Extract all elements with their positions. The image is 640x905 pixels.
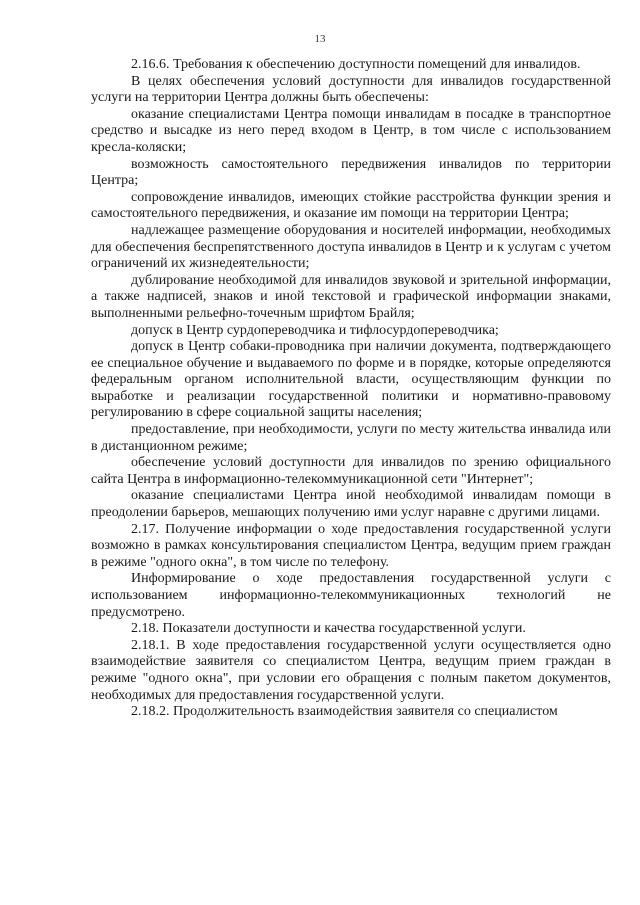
paragraph-list-item: дублирование необходимой для инвалидов звуковой и зрительной информации, а также надписей, знаков и иной текстовой и графической информации знаками, выполненными рельефно-точечным шрифтом Брайля; [91,272,611,321]
paragraph-informing: Информирование о ходе предоставления государственной услуги с использованием информационно-телекоммуникационных технологий не предусмотрено. [91,571,611,620]
paragraph-conditions-intro: В целях обеспечения условий доступности для инвалидов государственной услуги на территории Центра должны быть обеспечены: [91,73,611,106]
paragraph-2-18-2: 2.18.2. Продолжительность взаимодействия заявителя со специалистом [131,704,558,720]
paragraph-2-17: 2.17. Получение информации о ходе предоставления государственной услуги возможно в рамках консультирования специалистом Центра, ведущим прием граждан в режиме "одного окна", в том числе по телефону. [91,521,611,570]
paragraph-list-item: сопровождение инвалидов, имеющих стойкие расстройства функции зрения и самостоятельного передвижения, и оказание им помощи на территории Центра; [91,189,611,222]
paragraph-list-item: оказание специалистами Центра иной необходимой инвалидам помощи в преодолении барьеров, мешающих получению ими услуг наравне с другими лицами. [91,488,611,521]
paragraph-list-item: обеспечение условий доступности для инвалидов по зрению официального сайта Центра в информационно-телекоммуникационной сети "Интернет"; [91,455,611,487]
paragraph-list-item: предоставление, при необходимости, услуги по месту жительства инвалида или в дистанционном режиме; [91,422,611,454]
document-body [91,57,611,721]
paragraph-2-18-1: 2.18.1. В ходе предоставления государственной услуги осуществляется одно взаимодействие заявителя со специалистом Центра, ведущим прием граждан в режиме "одного окна", при условии его обращения с полным пакетом документов, необходимых для предоставления государственной услуги. [91,637,611,703]
paragraph-list-item: возможность самостоятельного передвижения инвалидов по территории Центра; [91,156,611,189]
paragraph-2-16-6: 2.16.6. Требования к обеспечению доступности помещений для инвалидов. [131,57,581,72]
page-number: 13 [314,33,326,45]
paragraph-list-item: допуск в Центр собаки-проводника при наличии документа, подтверждающего ее специальное обучение и выдаваемого по форме и в порядке, которые определяются федеральным органом исполнительной власти, осуществляющим функции по выработке и реализации государственной политики и нормативно-правовому регулированию в сфере социальной защиты населения; [91,339,611,421]
paragraph-2-18: 2.18. Показатели доступности и качества государственной услуги. [131,621,526,637]
paragraph-list-item: надлежащее размещение оборудования и носителей информации, необходимых для обеспечения беспрепятственного доступа инвалидов в Центр и к услугам с учетом ограничений их жизнедеятельности; [91,222,611,272]
paragraph-list-item: оказание специалистами Центра помощи инвалидам в посадке в транспортное средство и высадке из него перед входом в Центр, в том числе с использованием кресла-коляски; [91,106,611,155]
paragraph-list-item: допуск в Центр сурдопереводчика и тифлосурдопереводчика; [131,322,499,338]
